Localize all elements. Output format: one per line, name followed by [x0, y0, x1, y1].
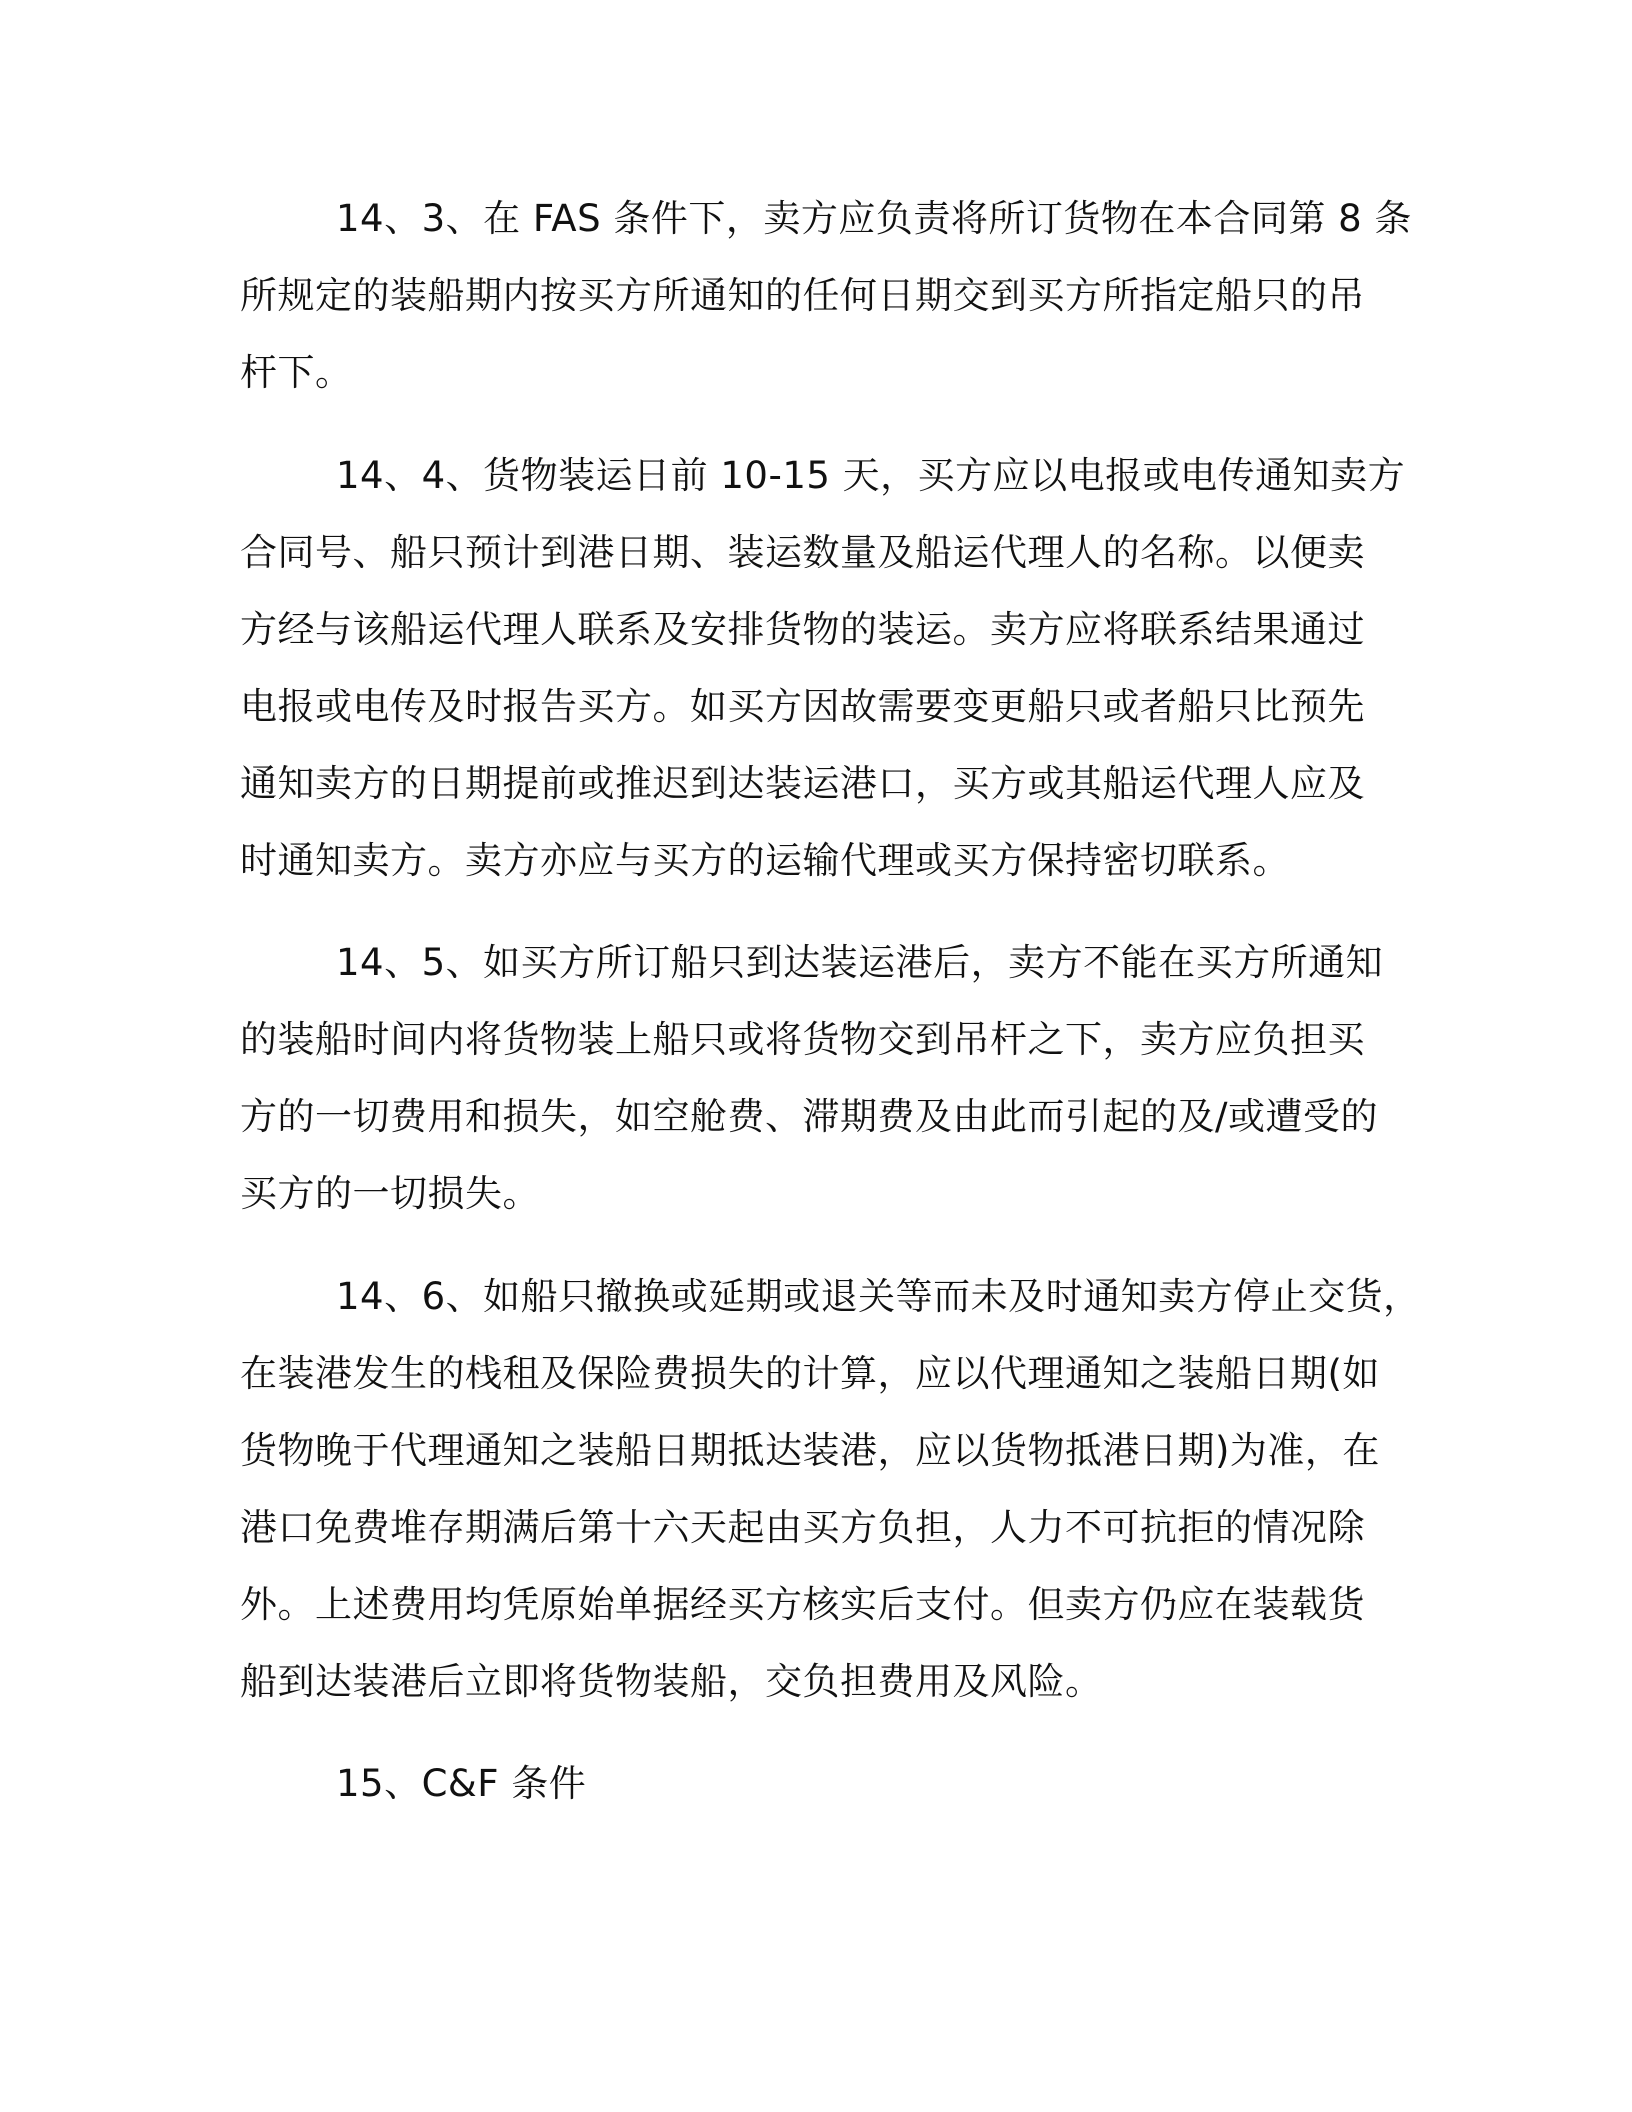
clause-14-4 [240, 437, 1406, 899]
text-line: 方经与该船运代理人联系及安排货物的装运。卖方应将联系结果通过 [240, 608, 1365, 651]
clause-14-3 [240, 180, 1412, 411]
text-line: 杆下。 [240, 351, 353, 394]
text-line: 合同号、船只预计到港日期、装运数量及船运代理人的名称。以便卖 [240, 531, 1365, 574]
section-heading: 15、C&F 条件 [336, 1762, 587, 1805]
text-line: 所规定的装船期内按买方所通知的任何日期交到买方所指定船只的吊 [240, 274, 1365, 317]
text-line: 14、4、货物装运日前 10-15 天，买方应以电报或电传通知卖方 [336, 454, 1406, 497]
text-line: 买方的一切损失。 [240, 1172, 540, 1215]
text-line: 14、5、如买方所订船只到达装运港后，卖方不能在买方所通知 [336, 941, 1384, 984]
text-line: 14、6、如船只撤换或延期或退关等而未及时通知卖方停止交货， [336, 1275, 1421, 1318]
text-line: 14、3、在 FAS 条件下，卖方应负责将所订货物在本合同第 8 条 [336, 197, 1412, 240]
clause-15-heading [240, 1745, 1380, 1822]
text-line: 方的一切费用和损失，如空舱费、滞期费及由此而引起的及/或遭受的 [240, 1095, 1378, 1138]
text-line: 的装船时间内将货物装上船只或将货物交到吊杆之下，卖方应负担买 [240, 1018, 1365, 1061]
clause-14-5 [240, 924, 1384, 1232]
text-line: 外。上述费用均凭原始单据经买方核实后支付。但卖方仍应在装载货 [240, 1583, 1365, 1626]
text-line: 船到达装港后立即将货物装船，交负担费用及风险。 [240, 1660, 1103, 1703]
text-line: 货物晚于代理通知之装船日期抵达装港，应以货物抵港日期)为准，在 [240, 1429, 1380, 1472]
text-line: 港口免费堆存期满后第十六天起由买方负担，人力不可抗拒的情况除 [240, 1506, 1365, 1549]
text-line: 通知卖方的日期提前或推迟到达装运港口，买方或其船运代理人应及 [240, 762, 1365, 805]
text-line: 电报或电传及时报告买方。如买方因故需要变更船只或者船只比预先 [240, 685, 1365, 728]
text-line: 在装港发生的栈租及保险费损失的计算，应以代理通知之装船日期(如 [240, 1352, 1380, 1395]
text-line: 时通知卖方。卖方亦应与买方的运输代理或买方保持密切联系。 [240, 839, 1290, 882]
clause-14-6 [240, 1258, 1421, 1720]
